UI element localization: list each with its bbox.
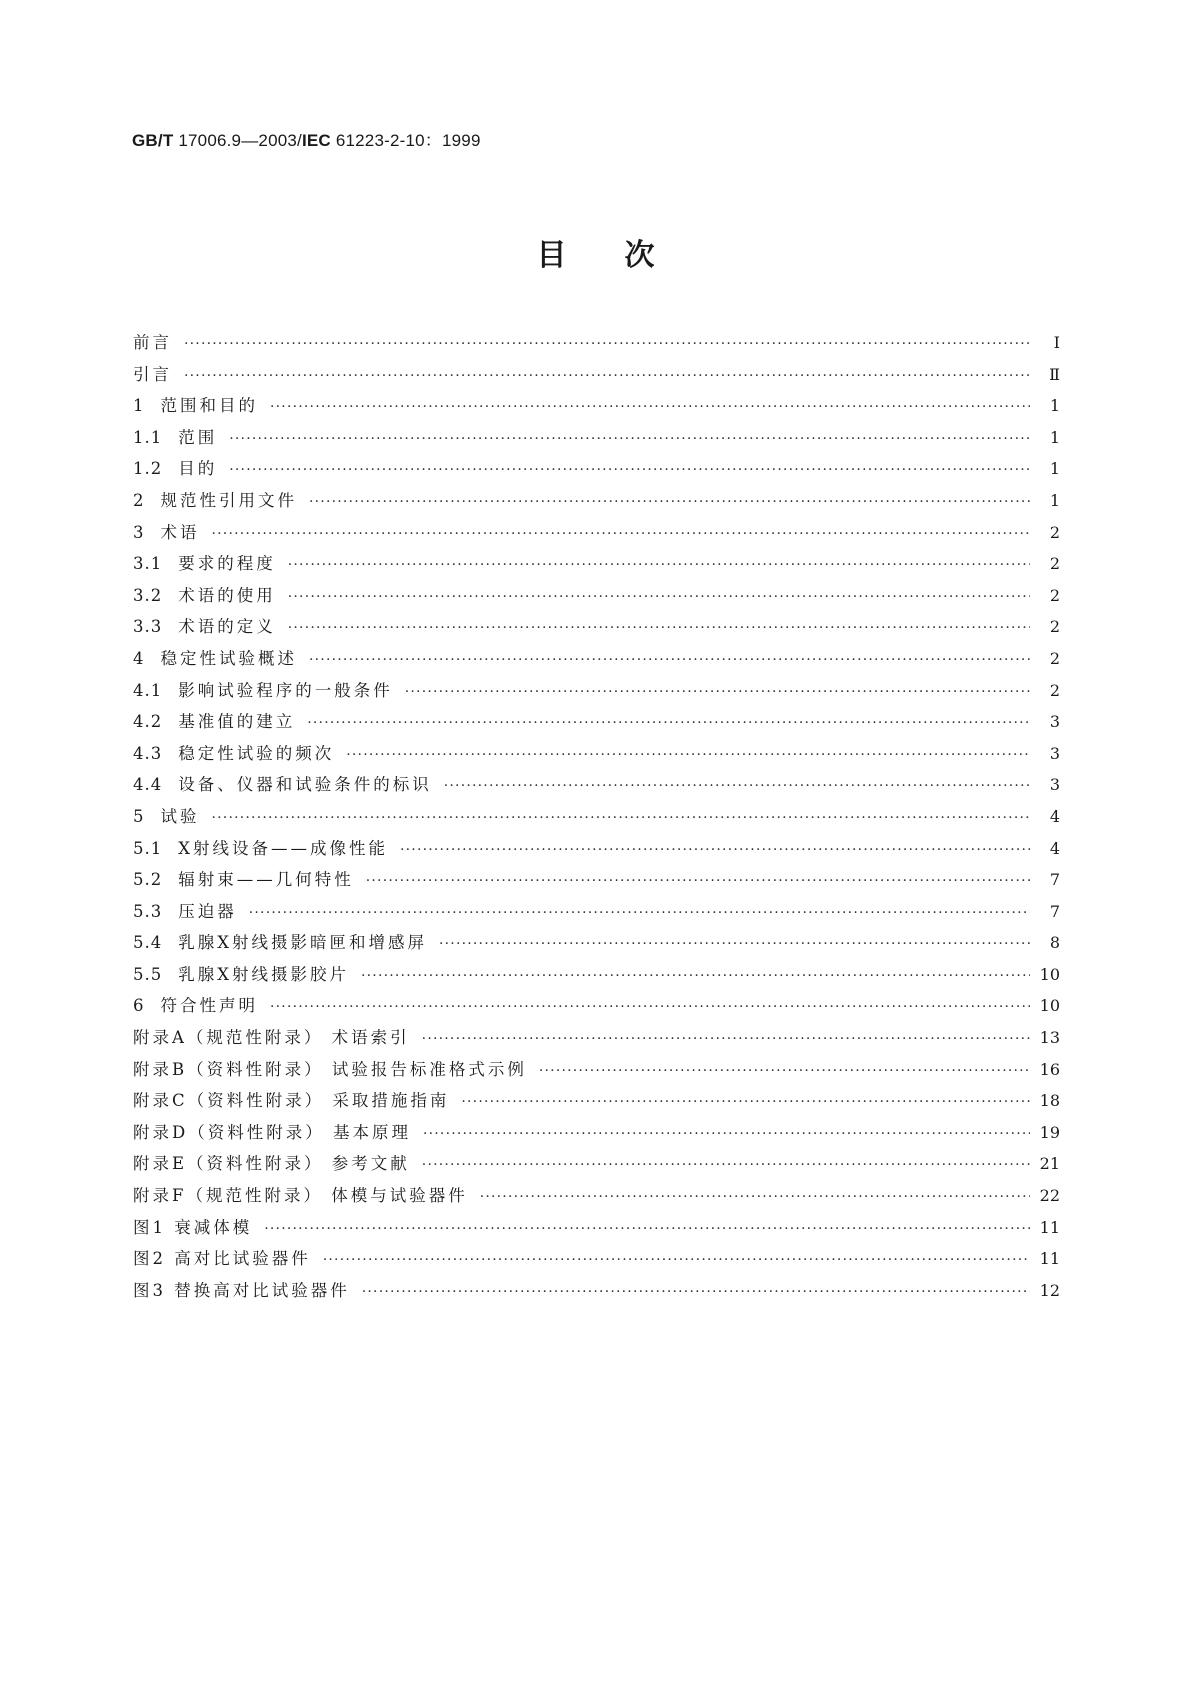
toc-entry-title: 附录E（资料性附录） 参考文献 [133, 1154, 410, 1174]
toc-entry-number: 5.5 [133, 964, 163, 984]
toc-entry-title: 附录D（资料性附录） 基本原理 [133, 1122, 411, 1142]
toc-entry-page: 2 [1049, 680, 1060, 700]
toc-entry-number: 5 [133, 806, 145, 826]
toc-entry-page: 7 [1049, 901, 1060, 921]
dot-leader [405, 684, 1030, 700]
toc-entry-title: 附录F（规范性附录） 体模与试验器件 [133, 1186, 468, 1206]
dot-leader [323, 1252, 1030, 1268]
toc-entry[interactable] [133, 992, 1060, 1024]
toc-entry-title: 符合性声明 [160, 996, 258, 1016]
toc-entry[interactable] [133, 708, 1060, 740]
toc-entry-number: 1 [133, 396, 145, 416]
toc-entry-title: 附录C（资料性附录） 采取措施指南 [133, 1091, 450, 1111]
dot-leader [229, 431, 1030, 447]
toc-entry-title: 规范性引用文件 [160, 490, 297, 510]
toc-entry[interactable] [133, 582, 1060, 614]
toc-entry-title: 引言 [133, 364, 172, 384]
dot-leader [212, 810, 1031, 826]
toc-entry[interactable] [133, 424, 1060, 456]
toc-entry[interactable] [133, 1087, 1060, 1119]
toc-entry-page: 2 [1049, 648, 1060, 668]
toc-entry-title: 乳腺X射线摄影暗匣和增感屏 [178, 933, 427, 953]
toc-entry[interactable] [133, 519, 1060, 551]
standard-number-header [132, 126, 481, 151]
toc-entry-number: 4.4 [133, 775, 163, 795]
toc-entry[interactable] [133, 613, 1060, 645]
toc-entry-title: 稳定性试验的频次 [178, 743, 335, 763]
toc-entry-page: 11 [1039, 1217, 1060, 1237]
toc-entry[interactable] [133, 677, 1060, 709]
toc-entry[interactable] [133, 929, 1060, 961]
toc-entry-page: Ⅱ [1049, 364, 1060, 384]
toc-entry-number: 4.1 [133, 680, 163, 700]
toc-entry-title: 辐射束——几何特性 [178, 870, 354, 890]
toc-entry-page: 10 [1039, 964, 1060, 984]
dot-leader [309, 652, 1030, 668]
toc-entry-page: 8 [1049, 933, 1060, 953]
toc-entry-title: 图1 衰减体模 [133, 1217, 253, 1237]
dot-leader [249, 905, 1030, 921]
dot-leader [480, 1189, 1030, 1205]
std-prefix: GB/T [132, 131, 174, 150]
dot-leader [288, 620, 1030, 636]
toc-entry-title: 基准值的建立 [178, 712, 296, 732]
toc-entry[interactable] [133, 1024, 1060, 1056]
toc-entry[interactable] [133, 1214, 1060, 1246]
toc-entry-number: 1.1 [133, 427, 163, 447]
toc-entry[interactable] [133, 1182, 1060, 1214]
toc-entry-page: 4 [1049, 838, 1060, 858]
toc-entry[interactable] [133, 392, 1060, 424]
toc-entry-number: 4 [133, 648, 145, 668]
toc-entry[interactable] [133, 898, 1060, 930]
toc-entry[interactable] [133, 1056, 1060, 1088]
toc-entry-number: 4.3 [133, 743, 163, 763]
toc-entry-page: 22 [1039, 1186, 1060, 1206]
toc-entry-page: 21 [1039, 1154, 1060, 1174]
dot-leader [439, 936, 1030, 952]
dot-leader [423, 1126, 1030, 1142]
dot-leader [212, 526, 1031, 542]
toc-entry-page: 16 [1039, 1059, 1060, 1079]
toc-entry[interactable] [133, 866, 1060, 898]
toc-entry-number: 2 [133, 490, 145, 510]
std-main: 17006.9—2003/ [178, 131, 302, 150]
toc-entry-number: 6 [133, 996, 145, 1016]
toc-entry[interactable] [133, 835, 1060, 867]
toc-entry-page: 3 [1049, 775, 1060, 795]
dot-leader [444, 778, 1030, 794]
toc-entry-title: 术语的使用 [178, 585, 276, 605]
toc-entry-title: 试验 [160, 806, 200, 826]
toc-entry-page: 3 [1049, 743, 1060, 763]
dot-leader [366, 873, 1030, 889]
toc-entry-title: 附录A（规范性附录） 术语索引 [133, 1028, 410, 1048]
toc-entry-title: 要求的程度 [178, 554, 276, 574]
toc-entry-page: 2 [1049, 617, 1060, 637]
toc-entry-title: 影响试验程序的一般条件 [178, 680, 393, 700]
dot-leader [461, 1094, 1029, 1110]
toc-entry[interactable] [133, 550, 1060, 582]
dot-leader [264, 1221, 1029, 1237]
toc-entry-page: 18 [1039, 1091, 1060, 1111]
toc-entry[interactable] [133, 645, 1060, 677]
dot-leader [270, 999, 1030, 1015]
toc-entry-title: 压迫器 [178, 901, 237, 921]
dot-leader [288, 589, 1030, 605]
toc-entry-page: 10 [1039, 996, 1060, 1016]
toc-entry[interactable] [133, 1245, 1060, 1277]
toc-entry-title: 范围 [178, 427, 218, 447]
toc-entry-title: 设备、仪器和试验条件的标识 [178, 775, 432, 795]
toc-entry-page: 19 [1039, 1122, 1060, 1142]
dot-leader [422, 1157, 1030, 1173]
toc-entry-page: 11 [1039, 1249, 1060, 1269]
toc-entry-page: 2 [1049, 554, 1060, 574]
toc-entry-title: 附录B（资料性附录） 试验报告标准格式示例 [133, 1059, 527, 1079]
toc-entry-page: 12 [1039, 1280, 1060, 1300]
dot-leader [288, 557, 1030, 573]
dot-leader [184, 368, 1030, 384]
toc-entry[interactable] [133, 361, 1060, 393]
toc-entry-title: 前言 [133, 333, 172, 352]
toc-entry-number: 5.1 [133, 838, 163, 858]
toc-entry[interactable] [133, 740, 1060, 772]
toc-entry-page: 2 [1049, 585, 1060, 605]
toc-entry-page: 1 [1049, 427, 1060, 447]
toc-entry-title: 图2 高对比试验器件 [133, 1249, 311, 1269]
toc-entry-number: 4.2 [133, 712, 163, 732]
toc-entry-page: 2 [1049, 522, 1060, 542]
toc-entry-title: 术语 [160, 522, 200, 542]
iec-main: 61223-2-10：1999 [335, 131, 481, 150]
dot-leader [309, 494, 1030, 510]
toc-entry-title: 乳腺X射线摄影胶片 [178, 964, 349, 984]
page-title: 目次 [536, 238, 713, 273]
toc-entry-number: 3.2 [133, 585, 163, 605]
toc-entry[interactable] [133, 1277, 1060, 1309]
toc-entry[interactable] [133, 329, 1060, 361]
toc-entry-number: 1.2 [133, 459, 163, 479]
toc-entry-page: 7 [1049, 870, 1060, 890]
toc-entry-number: 5.3 [133, 901, 163, 921]
dot-leader [361, 968, 1030, 984]
toc-entry-page: 4 [1049, 806, 1060, 826]
toc-entry[interactable] [133, 1119, 1060, 1151]
toc-entry-title: 稳定性试验概述 [160, 648, 297, 668]
toc-entry-number: 3 [133, 522, 145, 542]
dot-leader [422, 1031, 1030, 1047]
toc-entry-page: 1 [1049, 459, 1060, 479]
toc-entry-page: 3 [1049, 712, 1060, 732]
toc-entry-number: 5.2 [133, 870, 163, 890]
dot-leader [346, 747, 1030, 763]
dot-leader [362, 1284, 1030, 1300]
dot-leader [307, 715, 1030, 731]
toc-entry[interactable] [133, 487, 1060, 519]
toc-entry-number: 3.1 [133, 554, 163, 574]
toc-entry-number: 3.3 [133, 617, 163, 637]
toc-entry-page: Ⅰ [1053, 333, 1060, 352]
toc-entry-number: 5.4 [133, 933, 163, 953]
iec-prefix: IEC [301, 131, 331, 150]
toc-entry[interactable] [133, 803, 1060, 835]
dot-leader [270, 399, 1030, 415]
dot-leader [400, 842, 1030, 858]
toc-entry[interactable] [133, 1150, 1060, 1182]
dot-leader [184, 336, 1030, 352]
table-of-contents [133, 329, 1060, 1308]
toc-entry-page: 1 [1049, 396, 1060, 416]
dot-leader [229, 462, 1030, 478]
toc-entry-page: 13 [1039, 1028, 1060, 1048]
dot-leader [539, 1063, 1030, 1079]
toc-entry-title: 术语的定义 [178, 617, 276, 637]
toc-entry[interactable] [133, 961, 1060, 993]
toc-entry-title: X射线设备——成像性能 [178, 838, 388, 858]
toc-entry-title: 范围和目的 [160, 396, 258, 416]
toc-entry[interactable] [133, 455, 1060, 487]
toc-entry-title: 目的 [178, 459, 218, 479]
toc-entry[interactable] [133, 771, 1060, 803]
toc-entry-page: 1 [1049, 490, 1060, 510]
toc-entry-title: 图3 替换高对比试验器件 [133, 1280, 350, 1300]
